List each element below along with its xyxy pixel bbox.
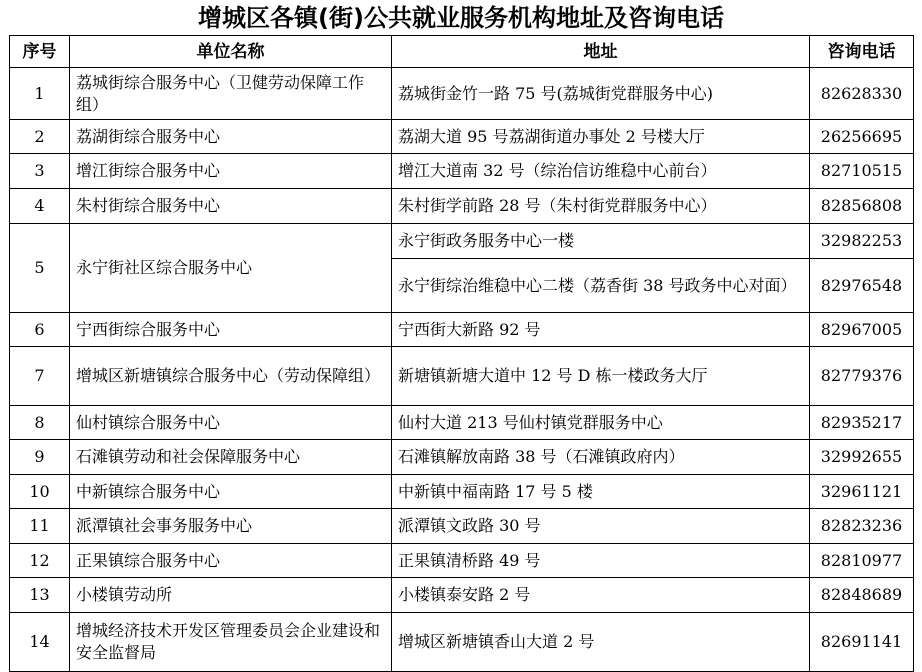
row-phone: 82935217 [810,406,914,440]
row-phone: 82710515 [810,154,914,189]
row-index: 4 [10,189,70,224]
header-name: 单位名称 [70,36,392,68]
table-row [10,440,914,475]
row-index: 8 [10,406,70,440]
table-row [10,68,914,120]
row-index: 3 [10,154,70,189]
row-index: 11 [10,509,70,544]
row-address: 荔湖大道 95 号荔湖街道办事处 2 号楼大厅 [392,120,810,154]
row-phone: 82779376 [810,347,914,406]
row-address: 小楼镇泰安路 2 号 [392,578,810,613]
row-name: 朱村街综合服务中心 [70,189,392,224]
row-phone: 32982253 [810,224,914,259]
row-phone: 26256695 [810,120,914,154]
row-name: 派潭镇社会事务服务中心 [70,509,392,544]
row-phone-secondary: 82976548 [810,259,914,313]
row-address-secondary: 永宁街综治维稳中心二楼（荔香街 38 号政务中心对面） [392,259,810,313]
header-phone: 咨询电话 [810,36,914,68]
table-row [10,613,914,672]
row-address: 中新镇中福南路 17 号 5 楼 [392,475,810,509]
header-index: 序号 [10,36,70,68]
row-name: 石滩镇劳动和社会保障服务中心 [70,440,392,475]
row-phone: 82628330 [810,68,914,120]
header-address: 地址 [392,36,810,68]
table-row [10,189,914,224]
row-index: 1 [10,68,70,120]
table-row [10,154,914,189]
row-name: 增城区新塘镇综合服务中心（劳动保障组） [70,347,392,406]
table-row [10,347,914,406]
table-row [10,120,914,154]
row-address: 增城区新塘镇香山大道 2 号 [392,613,810,672]
table-row [10,544,914,578]
row-phone: 82691141 [810,613,914,672]
row-index: 5 [10,224,70,313]
row-address: 正果镇清桥路 49 号 [392,544,810,578]
row-phone: 82823236 [810,509,914,544]
table-row [10,406,914,440]
row-index: 13 [10,578,70,613]
row-index: 2 [10,120,70,154]
row-name: 荔湖街综合服务中心 [70,120,392,154]
row-phone: 82967005 [810,313,914,347]
page-title: 增城区各镇(街)公共就业服务机构地址及咨询电话 [198,4,724,32]
row-address: 朱村街学前路 28 号（朱村街党群服务中心） [392,189,810,224]
row-address: 宁西街大新路 92 号 [392,313,810,347]
table-row [10,509,914,544]
row-address: 新塘镇新塘大道中 12 号 D 栋一楼政务大厅 [392,347,810,406]
table-row [10,313,914,347]
row-name: 正果镇综合服务中心 [70,544,392,578]
row-index: 9 [10,440,70,475]
row-name: 仙村镇综合服务中心 [70,406,392,440]
row-name: 增城经济技术开发区管理委员会企业建设和安全监督局 [70,613,392,672]
row-address: 增江大道南 32 号（综治信访维稳中心前台） [392,154,810,189]
row-phone: 82856808 [810,189,914,224]
row-index: 6 [10,313,70,347]
row-index: 7 [10,347,70,406]
row-name: 永宁街社区综合服务中心 [70,224,392,313]
row-index: 10 [10,475,70,509]
row-index: 14 [10,613,70,672]
row-name: 荔城街综合服务中心（卫健劳动保障工作组） [70,68,392,120]
row-address: 仙村大道 213 号仙村镇党群服务中心 [392,406,810,440]
table-row [10,475,914,509]
row-index: 12 [10,544,70,578]
office-directory-table [9,35,914,672]
row-address: 永宁街政务服务中心一楼 [392,224,810,259]
table-row [10,224,914,259]
row-address: 石滩镇解放南路 38 号（石滩镇政府内） [392,440,810,475]
row-phone: 32961121 [810,475,914,509]
row-phone: 82810977 [810,544,914,578]
table-row [10,578,914,613]
row-name: 小楼镇劳动所 [70,578,392,613]
row-address: 派潭镇文政路 30 号 [392,509,810,544]
row-address: 荔城街金竹一路 75 号(荔城街党群服务中心) [392,68,810,120]
row-phone: 82848689 [810,578,914,613]
row-name: 宁西街综合服务中心 [70,313,392,347]
row-name: 中新镇综合服务中心 [70,475,392,509]
table-header-row [10,36,914,68]
row-name: 增江街综合服务中心 [70,154,392,189]
row-phone: 32992655 [810,440,914,475]
